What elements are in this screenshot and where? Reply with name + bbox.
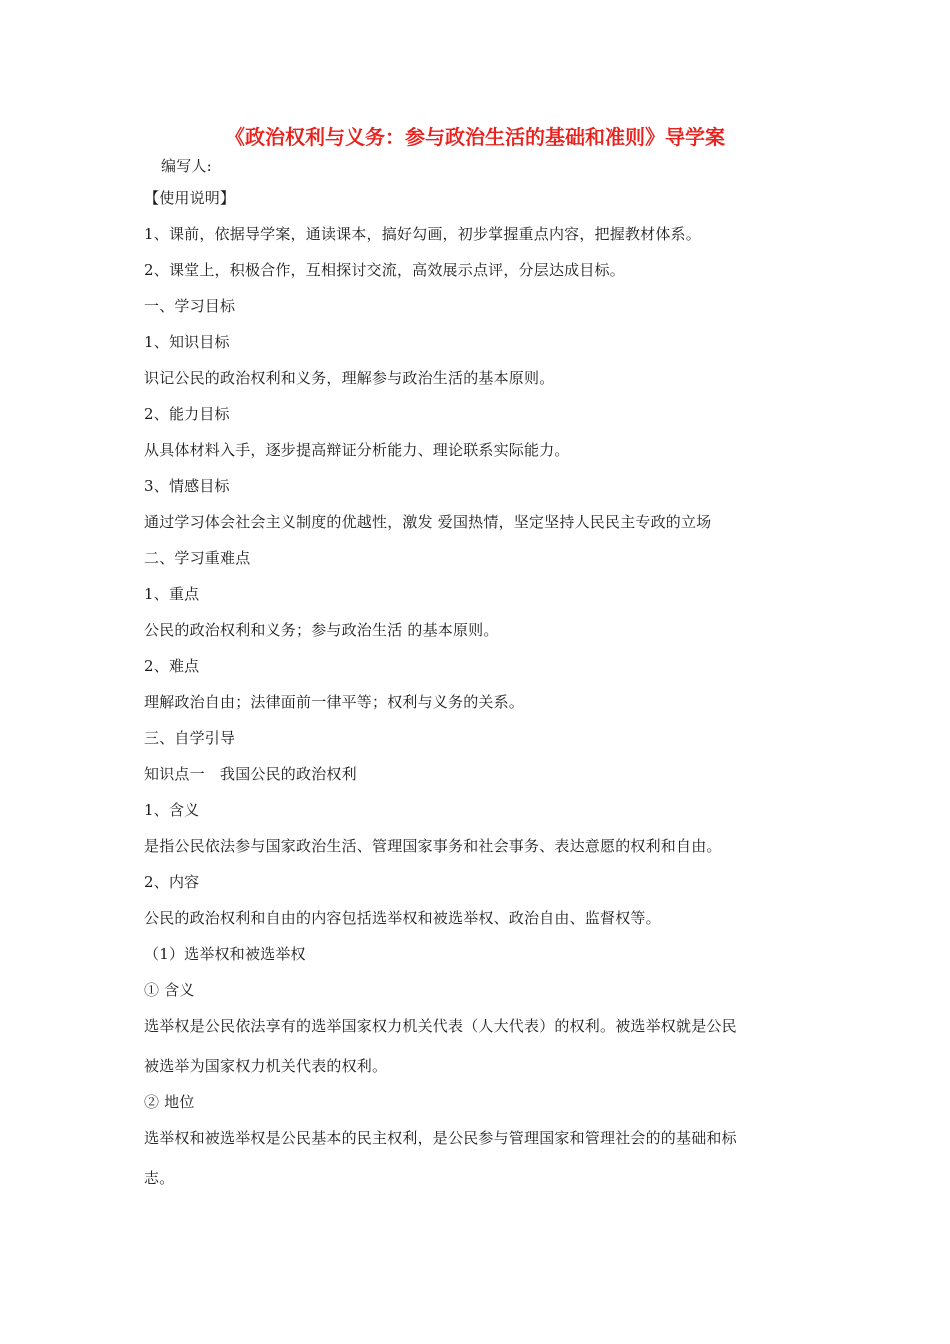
usage-heading: 【使用说明】	[144, 189, 236, 207]
knowledge-point-heading: 知识点一 我国公民的政治权利	[144, 765, 357, 783]
usage-item-1: 1、课前，依据导学案，通读课本，搞好勾画，初步掌握重点内容，把握教材体系。	[144, 225, 701, 243]
section-heading-key-points: 二、学习重难点	[144, 549, 251, 567]
item-meaning: ① 含义	[144, 981, 195, 999]
paragraph-ability-objective: 从具体材料入手，逐步提高辩证分析能力、理论联系实际能力。	[144, 441, 570, 459]
section-heading-self-study: 三、自学引导	[144, 729, 236, 747]
paragraph-election-meaning-1: 选举权是公民依法享有的选举国家权力机关代表（人大代表）的权利。被选举权就是公民	[144, 1017, 737, 1035]
subheading-knowledge-objective: 1、知识目标	[144, 333, 230, 351]
paragraph-emotion-objective: 通过学习体会社会主义制度的优越性，激发 爱国热情，坚定坚持人民民主专政的立场	[144, 513, 712, 531]
author-label: 编写人:	[161, 157, 212, 175]
subheading-emotion-objective: 3、情感目标	[144, 477, 230, 495]
subheading-key-point: 1、重点	[144, 585, 200, 603]
subheading-meaning: 1、含义	[144, 801, 200, 819]
paragraph-knowledge-objective: 识记公民的政治权利和义务，理解参与政治生活的基本原则。	[144, 369, 555, 387]
subheading-content: 2、内容	[144, 873, 200, 891]
paragraph-key-point: 公民的政治权利和义务；参与政治生活 的基本原则。	[144, 621, 499, 639]
usage-item-2: 2、课堂上，积极合作，互相探讨交流，高效展示点评，分层达成目标。	[144, 261, 625, 279]
paragraph-election-status-2: 志。	[144, 1169, 175, 1187]
paragraph-election-status-1: 选举权和被选举权是公民基本的民主权利，是公民参与管理国家和管理社会的的基础和标	[144, 1129, 737, 1147]
paragraph-meaning: 是指公民依法参与国家政治生活、管理国家事务和社会事务、表达意愿的权利和自由。	[144, 837, 722, 855]
section-heading-objectives: 一、学习目标	[144, 297, 236, 315]
subheading-election-rights: （1）选举权和被选举权	[144, 945, 306, 963]
document-title: 《政治权利与义务：参与政治生活的基础和准则》导学案	[225, 125, 725, 149]
subheading-difficult-point: 2、难点	[144, 657, 200, 675]
subheading-ability-objective: 2、能力目标	[144, 405, 230, 423]
paragraph-election-meaning-2: 被选举为国家权力机关代表的权利。	[144, 1057, 388, 1075]
item-status: ② 地位	[144, 1093, 195, 1111]
paragraph-difficult-point: 理解政治自由；法律面前一律平等；权利与义务的关系。	[144, 693, 525, 711]
paragraph-content: 公民的政治权利和自由的内容包括选举权和被选举权、政治自由、监督权等。	[144, 909, 661, 927]
